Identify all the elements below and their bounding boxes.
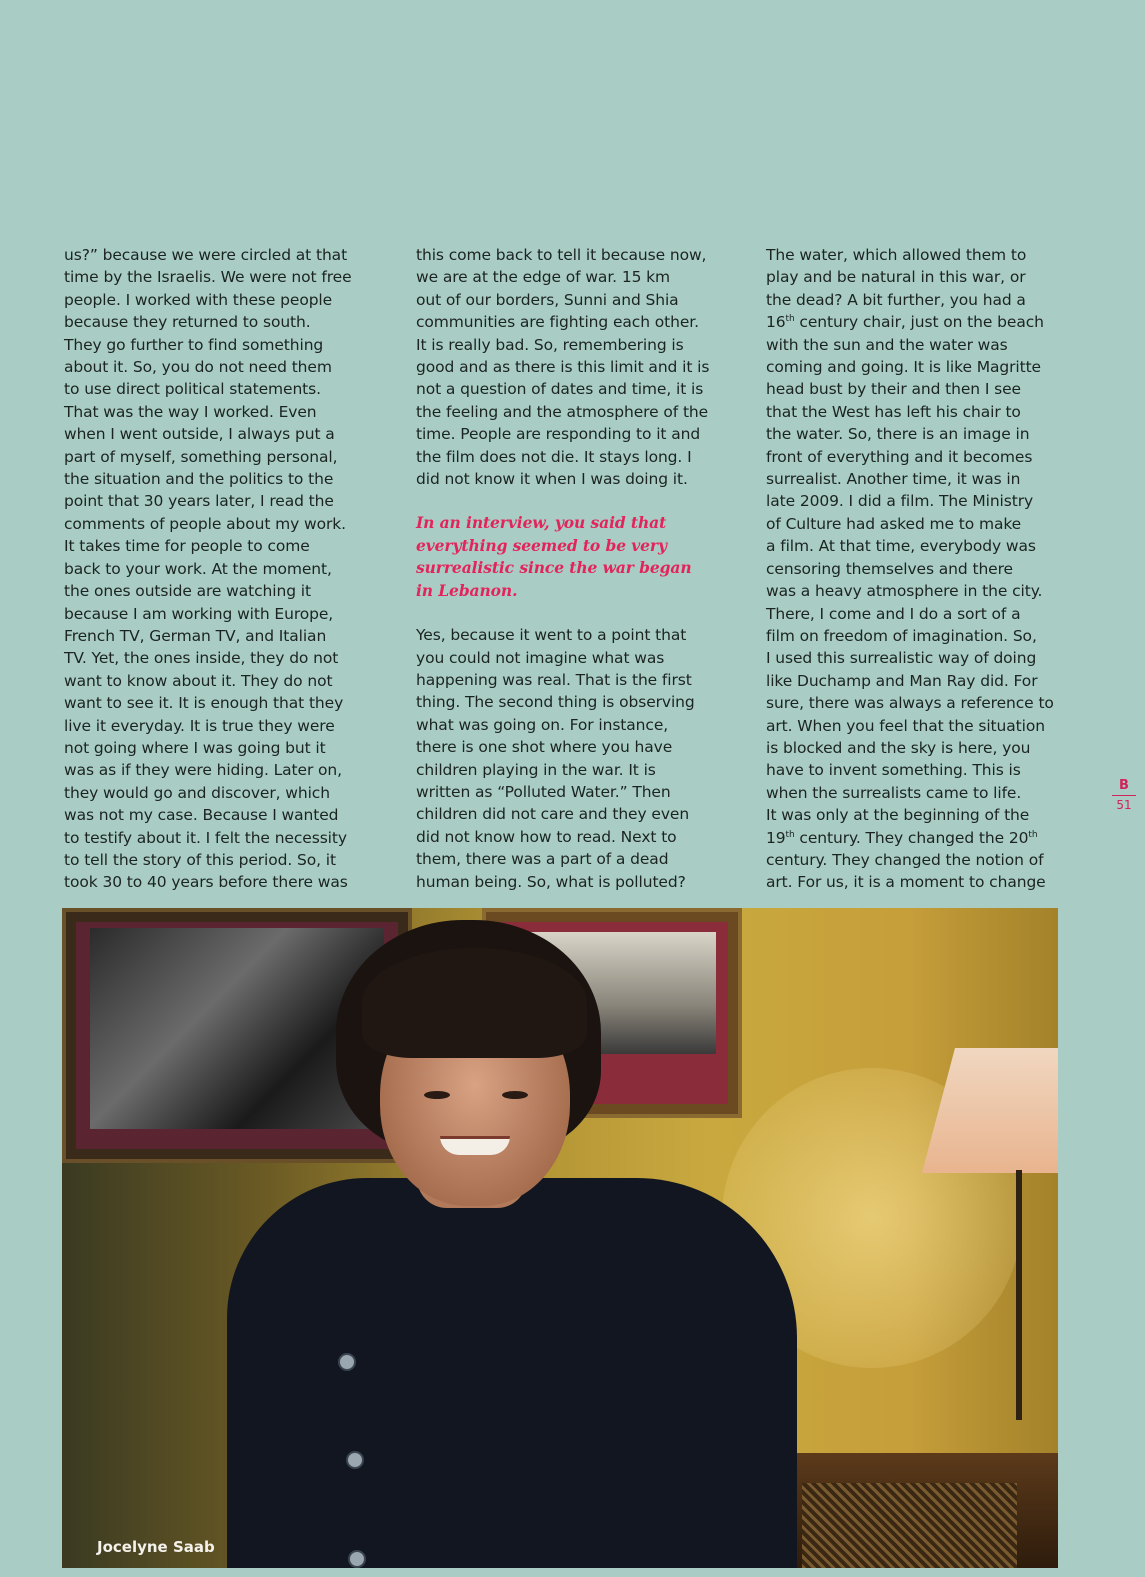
text-line: late 2009. I did a film. The Ministry xyxy=(766,492,1034,511)
text-line: everything seemed to be very xyxy=(416,535,667,555)
text-column-3 xyxy=(766,244,1066,894)
person-eye xyxy=(502,1091,528,1099)
text-line: we are at the edge of war. 15 km xyxy=(416,268,671,287)
text-line: part of myself, something personal, xyxy=(64,447,338,466)
text-line: There, I come and I do a sort of a xyxy=(766,604,1021,623)
text-line: surrealistic since the war began xyxy=(416,558,692,578)
interview-answer xyxy=(416,624,716,893)
person-smile xyxy=(440,1136,510,1155)
text-line: film on freedom of imagination. So, xyxy=(766,626,1037,645)
text-line: people. I worked with these people xyxy=(64,290,333,309)
text-line: Yes, because it went to a point that xyxy=(416,626,687,645)
text-line: want to see it. It is enough that they xyxy=(64,694,344,713)
text-line: happening was real. That is the first xyxy=(416,670,692,689)
body-paragraph xyxy=(416,244,716,490)
text-line: surrealist. Another time, it was in xyxy=(766,470,1021,489)
text-line: was as if they were hiding. Later on, xyxy=(64,761,342,780)
text-line: back to your work. At the moment, xyxy=(64,559,332,578)
shawl-button xyxy=(346,1451,364,1469)
page-number: 51 xyxy=(1116,798,1132,812)
portrait-photo xyxy=(62,908,1058,1568)
section-letter: B xyxy=(1119,778,1129,793)
text-line: out of our borders, Sunni and Shia xyxy=(416,290,679,309)
text-line: 16th century chair, just on the beach xyxy=(766,313,1044,332)
text-line: TV. Yet, the ones inside, they do not xyxy=(64,649,339,668)
text-line: live it everyday. It is true they were xyxy=(64,716,335,735)
text-line: children playing in the war. It is xyxy=(416,760,656,779)
text-line: the ones outside are watching it xyxy=(64,582,311,601)
interview-question xyxy=(416,512,716,602)
text-line: thing. The second thing is observing xyxy=(416,693,695,712)
text-line: when I went outside, I always put a xyxy=(64,425,335,444)
text-line: because they returned to south. xyxy=(64,313,311,332)
text-line: them, there was a part of a dead xyxy=(416,850,669,869)
text-column-2 xyxy=(416,244,716,893)
text-line: sure, there was always a reference to xyxy=(766,694,1054,713)
person-shawl xyxy=(227,1178,797,1568)
text-line: a film. At that time, everybody was xyxy=(766,537,1036,556)
text-line: not a question of dates and time, it is xyxy=(416,380,704,399)
text-line: They go further to find something xyxy=(64,335,324,354)
text-line: the dead? A bit further, you had a xyxy=(766,290,1026,309)
text-line: this come back to tell it because now, xyxy=(416,246,707,264)
text-line: there is one shot where you have xyxy=(416,738,673,757)
text-line: the feeling and the atmosphere of the xyxy=(416,402,709,421)
person-fringe xyxy=(362,948,587,1058)
text-line: It takes time for people to come xyxy=(64,537,310,556)
text-line: human being. So, what is polluted? xyxy=(416,872,686,891)
photo-caption: Jocelyne Saab xyxy=(97,1538,215,1556)
text-line: the film does not die. It stays long. I xyxy=(416,447,692,466)
text-line: That was the way I worked. Even xyxy=(64,402,317,421)
page-folio xyxy=(1110,778,1138,812)
text-line: time. People are responding to it and xyxy=(416,425,701,444)
text-line: art. For us, it is a moment to change xyxy=(766,873,1046,892)
lamp-shade xyxy=(922,1048,1058,1173)
text-line: what was going on. For instance, xyxy=(416,715,669,734)
text-line: when the surrealists came to life. xyxy=(766,783,1022,802)
text-line: is blocked and the sky is here, you xyxy=(766,738,1031,757)
text-line: did not know how to read. Next to xyxy=(416,827,677,846)
text-line: the water. So, there is an image in xyxy=(766,425,1030,444)
text-line: not going where I was going but it xyxy=(64,738,326,757)
text-line: written as “Polluted Water.” Then xyxy=(416,782,671,801)
text-line: took 30 to 40 years before there was xyxy=(64,873,348,892)
text-line: about it. So, you do not need them xyxy=(64,358,332,377)
text-line: In an interview, you said that xyxy=(416,513,667,533)
text-column-1 xyxy=(64,244,364,894)
text-line: the situation and the politics to the xyxy=(64,470,334,489)
text-line: point that 30 years later, I read the xyxy=(64,492,334,511)
text-line: play and be natural in this war, or xyxy=(766,268,1026,287)
text-line: head bust by their and then I see xyxy=(766,380,1021,399)
text-line: 19th century. They changed the 20th xyxy=(766,828,1038,847)
text-line: censoring themselves and there xyxy=(766,559,1013,578)
folio-divider xyxy=(1112,795,1136,796)
text-line: to tell the story of this period. So, it xyxy=(64,850,336,869)
text-line: comments of people about my work. xyxy=(64,514,346,533)
text-line: coming and going. It is like Magritte xyxy=(766,358,1041,377)
text-line: The water, which allowed them to xyxy=(766,246,1027,264)
text-line: French TV, German TV, and Italian xyxy=(64,626,327,645)
cane-cabinet xyxy=(792,1453,1058,1568)
text-line: time by the Israelis. We were not free xyxy=(64,268,352,287)
text-line: you could not imagine what was xyxy=(416,648,665,667)
text-line: of Culture had asked me to make xyxy=(766,514,1022,533)
text-line: with the sun and the water was xyxy=(766,335,1008,354)
text-line: to testify about it. I felt the necessity xyxy=(64,828,347,847)
text-line: I used this surrealistic way of doing xyxy=(766,649,1037,668)
text-line: want to know about it. They do not xyxy=(64,671,333,690)
text-line: It is really bad. So, remembering is xyxy=(416,335,684,354)
text-line: It was only at the beginning of the xyxy=(766,806,1030,825)
text-line: art. When you feel that the situation xyxy=(766,716,1045,735)
person-eye xyxy=(424,1091,450,1099)
text-line: did not know it when I was doing it. xyxy=(416,470,688,489)
text-line: good and as there is this limit and it is xyxy=(416,358,710,377)
text-line: children did not care and they even xyxy=(416,805,690,824)
text-line: to use direct political statements. xyxy=(64,380,321,399)
text-line: in Lebanon. xyxy=(416,580,518,600)
text-line: have to invent something. This is xyxy=(766,761,1021,780)
text-line: front of everything and it becomes xyxy=(766,447,1033,466)
shawl-button xyxy=(348,1550,366,1568)
text-line: century. They changed the notion of xyxy=(766,850,1044,869)
lamp-pole xyxy=(1016,1170,1022,1420)
text-line: like Duchamp and Man Ray did. For xyxy=(766,671,1038,690)
text-line: was not my case. Because I wanted xyxy=(64,806,339,825)
text-line: communities are fighting each other. xyxy=(416,313,699,332)
text-line: was a heavy atmosphere in the city. xyxy=(766,582,1043,601)
text-line: because I am working with Europe, xyxy=(64,604,334,623)
text-line: us?” because we were circled at that xyxy=(64,246,348,264)
shawl-button xyxy=(338,1353,356,1371)
text-line: that the West has left his chair to xyxy=(766,402,1021,421)
text-line: they would go and discover, which xyxy=(64,783,330,802)
